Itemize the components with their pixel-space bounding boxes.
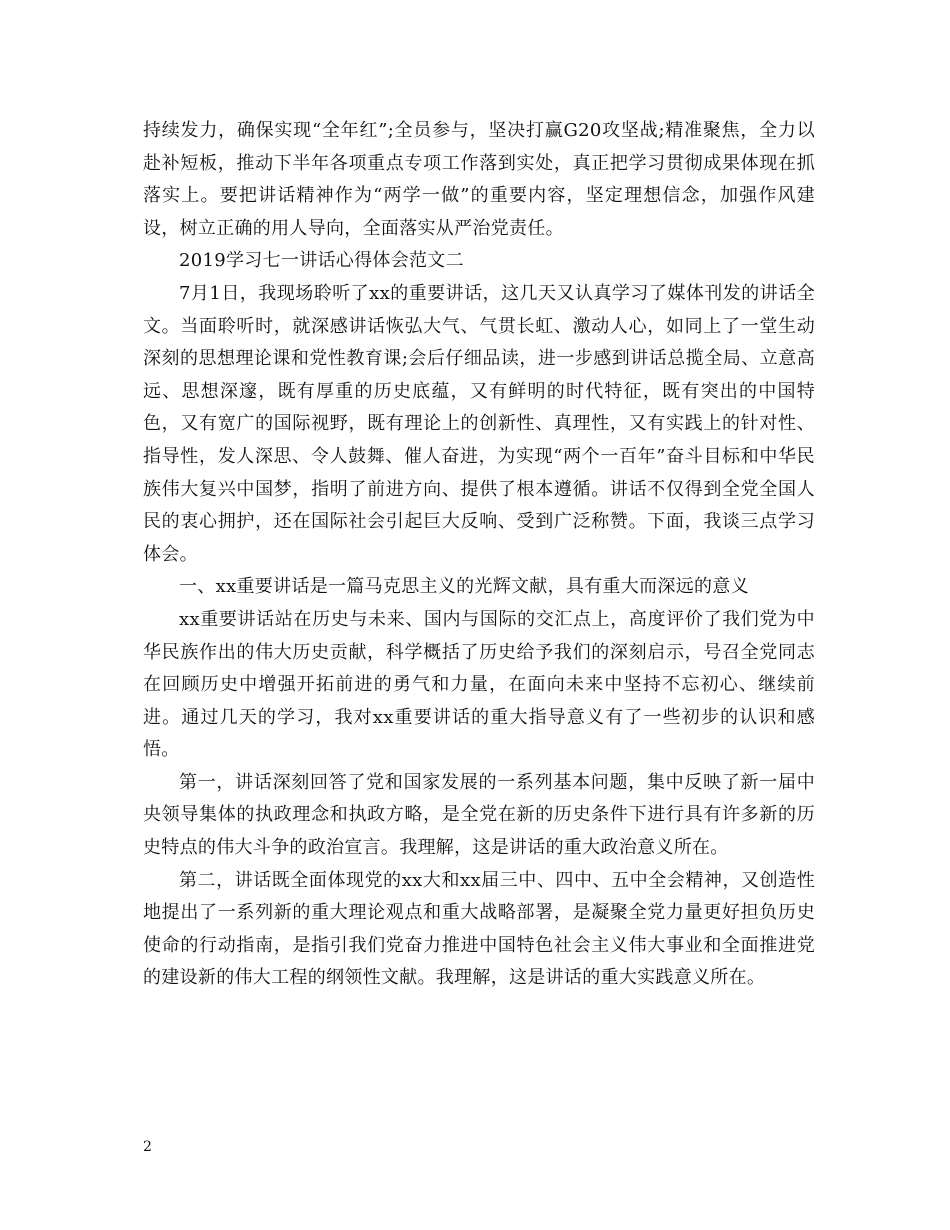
document-body [143,115,815,995]
page-number: 2 [143,1139,152,1155]
section-heading-fanwen-er: 2019学习七一讲话心得体会范文二 [179,250,464,272]
paragraph-7: 第二，讲话既全面体现党的xx大和xx届三中、四中、五中全会精神，又创造性地提出了一系列新的重大理论观点和重大战略部署，是凝聚全党力量更好担负历史使命的行动指南，是指引我们党奋力推进中国特色社会主义伟大事业和全面推进党的建设新的伟大工程的纲领性文献。我理解，这是讲话的重大实践意义所在。 [143,869,815,989]
paragraph-1: 持续发力，确保实现“全年红”;全员参与，坚决打赢G20攻坚战;精准聚焦，全力以赴补短板，推动下半年各项重点专项工作落到实处，真正把学习贯彻成果体现在抓落实上。要把讲话精神作为“两学一做”的重要内容，坚定理想信念，加强作风建设，树立正确的用人导向，全面落实从严治党责任。 [143,120,815,239]
section-heading-one: 一、xx重要讲话是一篇马克思主义的光辉文献，具有重大而深远的意义 [179,576,749,598]
paragraph-6: 第一，讲话深刻回答了党和国家发展的一系列基本问题，集中反映了新一届中央领导集体的执政理念和执政方略，是全党在新的历史条件下进行具有许多新的历史特点的伟大斗争的政治宣言。我理解，这是讲话的重大政治意义所在。 [143,771,815,859]
paragraph-3: 7月1日，我现场聆听了xx的重要讲话，这几天又认真学习了媒体刊发的讲话全文。当面聆听时，就深感讲话恢弘大气、气贯长虹、激动人心，如同上了一堂生动深刻的思想理论课和党性教育课;会后仔细品读，进一步感到讲话总揽全局、立意高远、思想深邃，既有厚重的历史底蕴，又有鲜明的时代特征，既有突出的中国特色，又有宽广的国际视野，既有理论上的创新性、真理性，又有实践上的针对性、指导性，发人深思、令人鼓舞、催人奋进，为实现“两个一百年”奋斗目标和中华民族伟大复兴中国梦，指明了前进方向、提供了根本遵循。讲话不仅得到全党全国人民的衷心拥护，还在国际社会引起巨大反响、受到广泛称赞。下面，我谈三点学习体会。 [143,282,815,565]
paragraph-5: xx重要讲话站在历史与未来、国内与国际的交汇点上，高度评价了我们党为中华民族作出的伟大历史贡献，科学概括了历史给予我们的深刻启示，号召全党同志在回顾历史中增强开拓前进的勇气和力量，在面向未来中坚持不忘初心、继续前进。通过几天的学习，我对xx重要讲话的重大指导意义有了一些初步的认识和感悟。 [143,608,815,761]
